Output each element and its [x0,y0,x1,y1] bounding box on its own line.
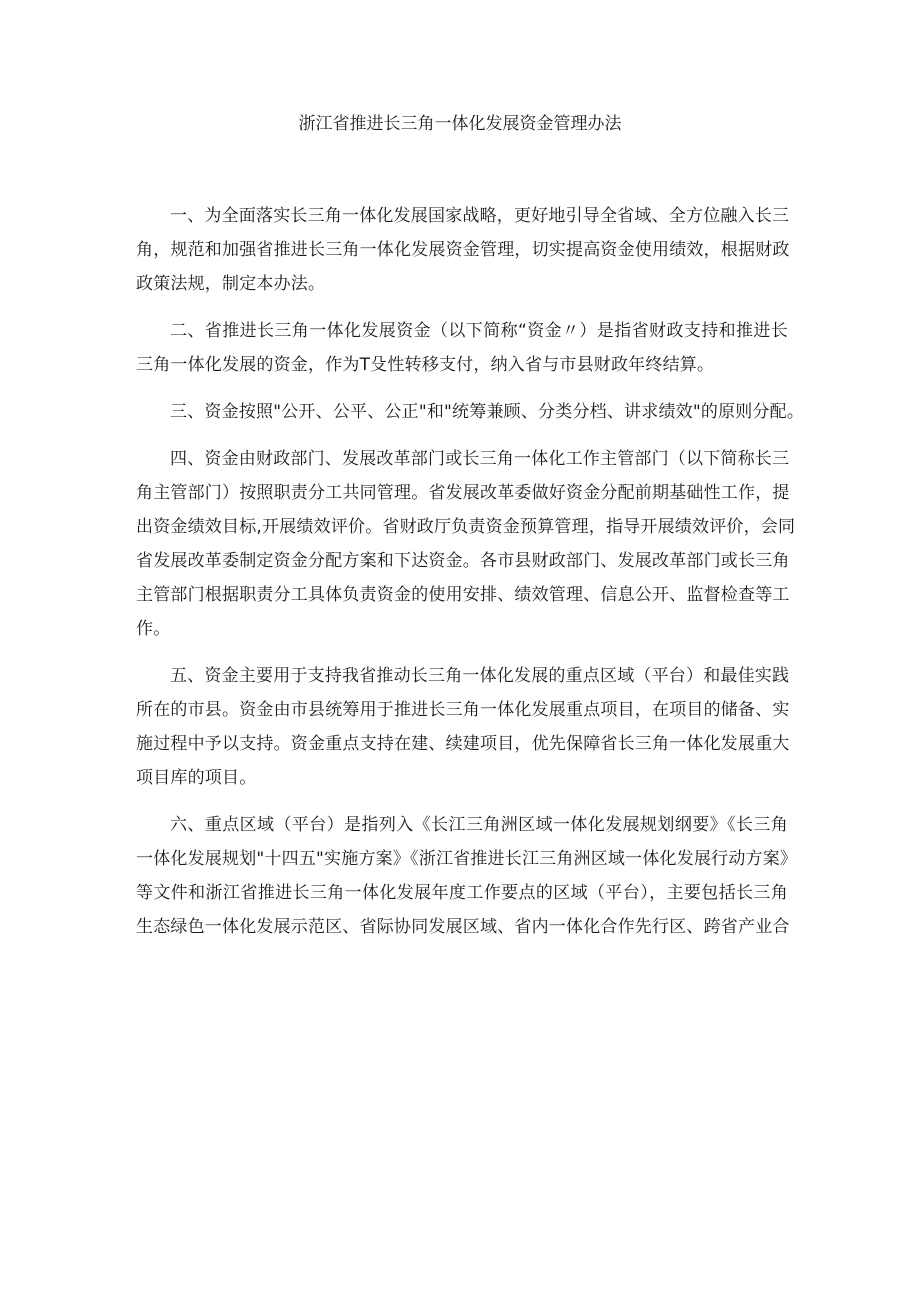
paragraph-line: 角，规范和加强省推进长三角一体化发展资金管理，切实提高资金使用绩效，根据财政 [136,240,790,260]
paragraph-line: 二、省推进长三角一体化发展资金（以下简称“资金〃）是指省财政支持和推进长 [170,321,788,341]
document-title: 浙江省推进长三角一体化发展资金管理办法 [298,114,622,134]
paragraph-line: 角主管部门）按照职责分工共同管理。省发展改革委做好资金分配前期基础性工作，提 [136,483,790,503]
paragraph-line: 项目库的项目。 [136,768,257,788]
paragraph-line: 出资金绩效目标,开展绩效评价。省财政厅负责资金预算管理，指导开展绩效评价，会同 [136,517,796,537]
paragraph [136,659,788,795]
paragraph-line: 主管部门根据职责分工具体负责资金的使用安排、绩效管理、信息公开、监督检查等工 [136,585,790,605]
paragraph-line: 生态绿色一体化发展示范区、省际协同发展区域、省内一体化合作先行区、跨省产业合 [136,917,790,937]
paragraph [136,808,798,944]
paragraph-line: 三角一体化发展的资金，作为T殳性转移支付，纳入省与市县财政年终结算。 [136,355,715,375]
paragraph-line: 一、为全面落实长三角一体化发展国家战略，更好地引导全省域、全方位融入长三 [170,206,790,226]
paragraph [136,442,796,646]
paragraph-line: 一体化发展规划"十四五"实施方案》《浙江省推进长江三角洲区域一体化发展行动方案》 [136,849,798,869]
paragraph-line: 施过程中予以支持。资金重点支持在建、续建项目，优先保障省长三角一体化发展重大 [136,734,790,754]
paragraph [136,395,805,429]
paragraph-line: 所在的市县。资金由市县统筹用于推进长三角一体化发展重点项目，在项目的储备、实 [136,700,790,720]
paragraph [136,314,788,382]
paragraph-line: 五、资金主要用于支持我省推动长三角一体化发展的重点区域（平台）和最佳实践 [170,666,790,686]
paragraph-line: 等文件和浙江省推进长三角一体化发展年度工作要点的区域（平台），主要包括长三角 [136,883,788,903]
paragraph-line: 四、资金由财政部门、发展改革部门或长三角一体化工作主管部门（以下简称长三 [170,449,790,469]
paragraph [136,199,788,301]
paragraph-line: 六、重点区域（平台）是指列入《长江三角洲区域一体化发展规划纲要》《长三角 [170,815,788,835]
paragraph-line: 政策法规，制定本办法。 [136,274,326,294]
paragraph-line: 省发展改革委制定资金分配方案和下达资金。各市县财政部门、发展改革部门或长三角 [136,551,790,571]
document-body [136,199,805,957]
paragraph-line: 作。 [136,619,171,639]
paragraph-line: 三、资金按照"公开、公平、公正"和"统筹兼顾、分类分档、讲求绩效"的原则分配。 [170,402,805,422]
